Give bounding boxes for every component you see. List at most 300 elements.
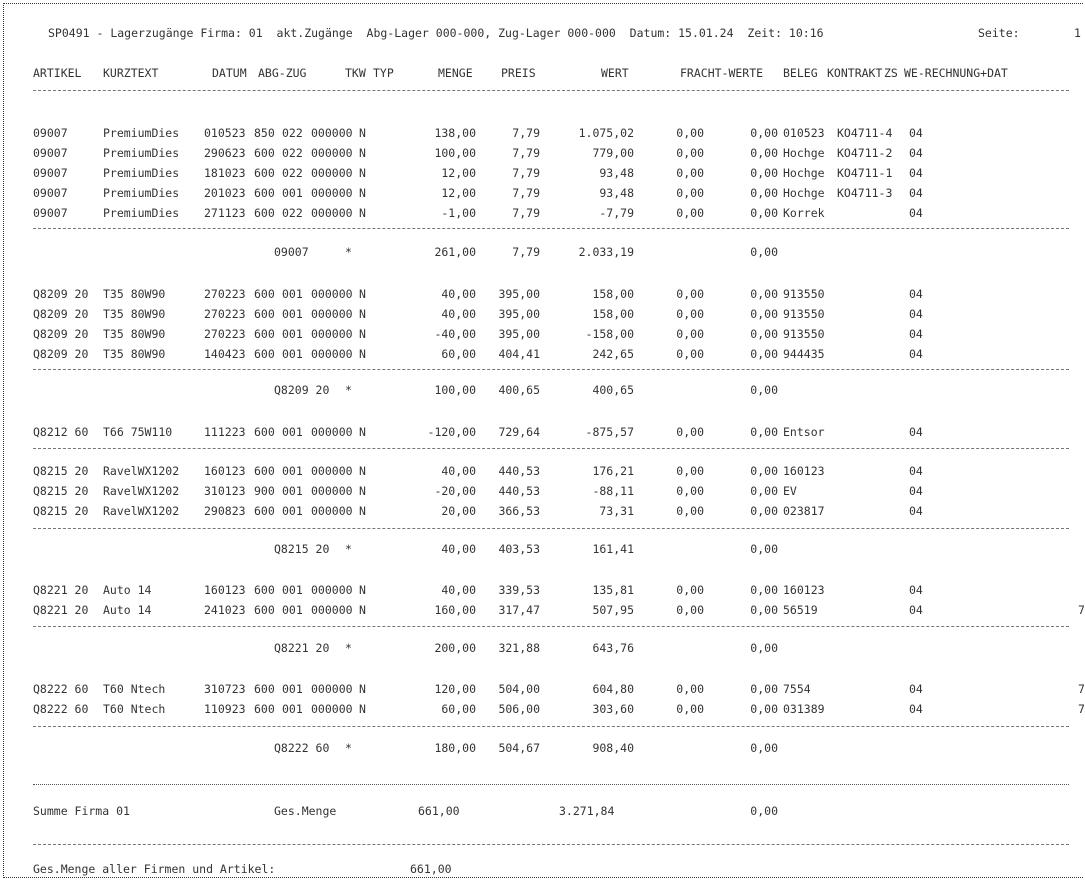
typ-cell: N xyxy=(359,206,366,220)
preis-cell: 317,47 xyxy=(498,603,540,617)
fracht-cell: 0,00 xyxy=(676,425,704,439)
kurztext-cell: RavelWX1202 xyxy=(103,504,180,518)
wert-cell: 507,95 xyxy=(592,603,634,617)
wert-cell: 303,60 xyxy=(592,702,634,716)
summary-divider xyxy=(33,784,1069,785)
menge-cell: 138,00 xyxy=(434,126,476,140)
datum-cell: 010523 xyxy=(204,126,246,140)
col-artikel: ARTIKEL xyxy=(33,66,82,80)
report-date: Datum: 15.01.24 xyxy=(629,26,734,40)
zug-cell: 001 xyxy=(282,583,303,597)
col-zs: ZS xyxy=(884,66,898,80)
col-wert: WERT xyxy=(601,66,629,80)
subtotal-preis: 7,79 xyxy=(512,245,540,259)
subtotal-marker: * xyxy=(345,542,352,556)
beleg-cell: Entsor xyxy=(783,425,825,439)
beleg-cell: 913550 xyxy=(783,307,825,321)
report-time: Zeit: 10:16 xyxy=(747,26,824,40)
fracht-cell: 0,00 xyxy=(676,347,704,361)
menge-cell: 160,00 xyxy=(434,603,476,617)
preis-cell: 339,53 xyxy=(498,583,540,597)
beleg-cell: 160123 xyxy=(783,583,825,597)
artikel-cell: Q8215 20 xyxy=(33,464,89,478)
group-divider xyxy=(33,369,1069,370)
typ-cell: N xyxy=(359,186,366,200)
typ-cell: N xyxy=(359,307,366,321)
fracht-cell: 0,00 xyxy=(676,484,704,498)
preis-cell: 440,53 xyxy=(498,484,540,498)
beleg-cell: 56519 xyxy=(783,603,818,617)
fracht-werte-cell: 0,00 xyxy=(750,702,778,716)
fracht-werte-cell: 0,00 xyxy=(750,583,778,597)
menge-cell: 12,00 xyxy=(441,166,476,180)
tkw-cell: 000000 xyxy=(311,186,353,200)
abg-lager: Abg-Lager 000-000, xyxy=(366,26,492,40)
fracht-cell: 0,00 xyxy=(676,126,704,140)
subtotal-menge: 100,00 xyxy=(434,383,476,397)
summary-fracht: 0,00 xyxy=(750,804,778,818)
fracht-cell: 0,00 xyxy=(676,603,704,617)
datum-cell: 270223 xyxy=(204,327,246,341)
tkw-cell: 000000 xyxy=(311,347,353,361)
subtotal-preis: 403,53 xyxy=(498,542,540,556)
subtotal-wert: 643,76 xyxy=(592,641,634,655)
fracht-werte-cell: 0,00 xyxy=(750,307,778,321)
subtotal-marker: * xyxy=(345,245,352,259)
tkw-cell: 000000 xyxy=(311,464,353,478)
artikel-cell: 09007 xyxy=(33,126,68,140)
zug-cell: 001 xyxy=(282,425,303,439)
summary-menge-label: Ges.Menge xyxy=(274,804,337,818)
kurztext-cell: Auto 14 xyxy=(103,583,152,597)
subtotal-label: Q8221 20 xyxy=(274,641,330,655)
abg-cell: 600 xyxy=(254,603,275,617)
kurztext-cell: PremiumDies xyxy=(103,186,180,200)
subtotal-preis: 504,67 xyxy=(498,741,540,755)
typ-cell: N xyxy=(359,682,366,696)
subtotal-marker: * xyxy=(345,741,352,755)
beleg-cell: 160123 xyxy=(783,464,825,478)
zug-lager: Zug-Lager 000-000 xyxy=(498,26,616,40)
subtotal-marker: * xyxy=(345,383,352,397)
subtotal-label: 09007 xyxy=(274,245,309,259)
typ-cell: N xyxy=(359,425,366,439)
fracht-cell: 0,00 xyxy=(676,504,704,518)
grand-total-value: 661,00 xyxy=(410,862,452,876)
abg-cell: 600 xyxy=(254,583,275,597)
menge-cell: 60,00 xyxy=(441,702,476,716)
group-divider xyxy=(33,626,1069,627)
tkw-cell: 000000 xyxy=(311,287,353,301)
preis-cell: 506,00 xyxy=(498,702,540,716)
menge-cell: 100,00 xyxy=(434,146,476,160)
zs-cell: 04 xyxy=(909,484,923,498)
kontrakt-cell: KO4711-4 xyxy=(837,126,893,140)
abg-cell: 850 xyxy=(254,126,275,140)
beleg-cell: 7554 xyxy=(783,682,811,696)
subtotal-label: Q8222 60 xyxy=(274,741,330,755)
summary-label: Summe Firma 01 xyxy=(33,804,130,818)
artikel-cell: Q8221 20 xyxy=(33,603,89,617)
menge-cell: 40,00 xyxy=(441,287,476,301)
fracht-cell: 0,00 xyxy=(676,464,704,478)
wert-cell: -88,11 xyxy=(592,484,634,498)
report-header: SP0491 - Lagerzugänge Firma: 01 akt.Zugänge Abg-Lager 000-000, Zug-Lager 000-000 Datum: 15.01.24 Zeit: 10:16 xyxy=(48,26,824,40)
col-preis: PREIS xyxy=(501,66,536,80)
group-divider xyxy=(33,448,1069,449)
subtotal-menge: 40,00 xyxy=(441,542,476,556)
zs-cell: 04 xyxy=(909,166,923,180)
tkw-cell: 000000 xyxy=(311,146,353,160)
tkw-cell: 000000 xyxy=(311,425,353,439)
subtotal-preis: 321,88 xyxy=(498,641,540,655)
kurztext-cell: Auto 14 xyxy=(103,603,152,617)
zug-cell: 022 xyxy=(282,126,303,140)
group-divider xyxy=(33,726,1069,727)
subtotal-wert: 2.033,19 xyxy=(578,245,634,259)
datum-cell: 201023 xyxy=(204,186,246,200)
datum-cell: 290823 xyxy=(204,504,246,518)
zug-cell: 001 xyxy=(282,186,303,200)
artikel-cell: Q8209 20 xyxy=(33,287,89,301)
report-sheet xyxy=(3,3,1083,878)
artikel-cell: Q8209 20 xyxy=(33,307,89,321)
zs-cell: 04 xyxy=(909,347,923,361)
tkw-cell: 000000 xyxy=(311,682,353,696)
subtotal-fracht: 0,00 xyxy=(750,245,778,259)
typ-cell: N xyxy=(359,126,366,140)
fracht-werte-cell: 0,00 xyxy=(750,206,778,220)
we-rechnung-cell: 7 xyxy=(1078,682,1085,696)
report-mode: akt.Zugänge xyxy=(276,26,353,40)
zug-cell: 022 xyxy=(282,146,303,160)
datum-cell: 310723 xyxy=(204,682,246,696)
menge-cell: 12,00 xyxy=(441,186,476,200)
datum-cell: 111223 xyxy=(204,425,246,439)
datum-cell: 270223 xyxy=(204,287,246,301)
abg-cell: 600 xyxy=(254,287,275,301)
wert-cell: 93,48 xyxy=(599,166,634,180)
kurztext-cell: T35 80W90 xyxy=(103,287,166,301)
typ-cell: N xyxy=(359,484,366,498)
artikel-cell: 09007 xyxy=(33,166,68,180)
menge-cell: 120,00 xyxy=(434,682,476,696)
kurztext-cell: T35 80W90 xyxy=(103,327,166,341)
menge-cell: -120,00 xyxy=(427,425,476,439)
preis-cell: 404,41 xyxy=(498,347,540,361)
artikel-cell: Q8221 20 xyxy=(33,583,89,597)
zs-cell: 04 xyxy=(909,307,923,321)
fracht-cell: 0,00 xyxy=(676,702,704,716)
subtotal-wert: 400,65 xyxy=(592,383,634,397)
fracht-cell: 0,00 xyxy=(676,166,704,180)
subtotal-menge: 180,00 xyxy=(434,741,476,755)
beleg-cell: 944435 xyxy=(783,347,825,361)
zs-cell: 04 xyxy=(909,327,923,341)
col-datum: DATUM xyxy=(212,66,247,80)
zs-cell: 04 xyxy=(909,682,923,696)
menge-cell: 60,00 xyxy=(441,347,476,361)
fracht-werte-cell: 0,00 xyxy=(750,146,778,160)
subtotal-fracht: 0,00 xyxy=(750,542,778,556)
abg-cell: 900 xyxy=(254,484,275,498)
fracht-werte-cell: 0,00 xyxy=(750,504,778,518)
kurztext-cell: PremiumDies xyxy=(103,146,180,160)
fracht-cell: 0,00 xyxy=(676,307,704,321)
preis-cell: 7,79 xyxy=(512,126,540,140)
kurztext-cell: PremiumDies xyxy=(103,206,180,220)
typ-cell: N xyxy=(359,327,366,341)
preis-cell: 440,53 xyxy=(498,464,540,478)
menge-cell: 20,00 xyxy=(441,504,476,518)
wert-cell: 1.075,02 xyxy=(578,126,634,140)
tkw-cell: 000000 xyxy=(311,206,353,220)
wert-cell: 135,81 xyxy=(592,583,634,597)
subtotal-menge: 200,00 xyxy=(434,641,476,655)
preis-cell: 395,00 xyxy=(498,287,540,301)
datum-cell: 160123 xyxy=(204,583,246,597)
artikel-cell: Q8209 20 xyxy=(33,347,89,361)
datum-cell: 160123 xyxy=(204,464,246,478)
summary-wert: 3.271,84 xyxy=(559,804,615,818)
typ-cell: N xyxy=(359,287,366,301)
subtotal-wert: 908,40 xyxy=(592,741,634,755)
kurztext-cell: T35 80W90 xyxy=(103,347,166,361)
col-kurztext: KURZTEXT xyxy=(103,66,159,80)
we-rechnung-cell: 7 xyxy=(1078,702,1085,716)
fracht-werte-cell: 0,00 xyxy=(750,603,778,617)
beleg-cell: 023817 xyxy=(783,504,825,518)
tkw-cell: 000000 xyxy=(311,166,353,180)
kurztext-cell: RavelWX1202 xyxy=(103,484,180,498)
report-title: Lagerzugänge Firma: 01 xyxy=(110,26,263,40)
datum-cell: 271123 xyxy=(204,206,246,220)
summary-menge: 661,00 xyxy=(418,804,460,818)
col-beleg: BELEG xyxy=(783,66,818,80)
preis-cell: 7,79 xyxy=(512,146,540,160)
beleg-cell: 913550 xyxy=(783,287,825,301)
wert-cell: 604,80 xyxy=(592,682,634,696)
preis-cell: 366,53 xyxy=(498,504,540,518)
preis-cell: 7,79 xyxy=(512,186,540,200)
menge-cell: 40,00 xyxy=(441,583,476,597)
abg-cell: 600 xyxy=(254,464,275,478)
datum-cell: 181023 xyxy=(204,166,246,180)
zs-cell: 04 xyxy=(909,186,923,200)
wert-cell: 242,65 xyxy=(592,347,634,361)
fracht-werte-cell: 0,00 xyxy=(750,287,778,301)
typ-cell: N xyxy=(359,504,366,518)
beleg-cell: Korrek xyxy=(783,206,825,220)
preis-cell: 395,00 xyxy=(498,327,540,341)
col-menge: MENGE xyxy=(438,66,473,80)
col-we-rechnung: WE-RECHNUNG+DAT xyxy=(904,66,1008,80)
wert-cell: -875,57 xyxy=(585,425,634,439)
wert-cell: 73,31 xyxy=(599,504,634,518)
zug-cell: 001 xyxy=(282,504,303,518)
abg-cell: 600 xyxy=(254,206,275,220)
zs-cell: 04 xyxy=(909,425,923,439)
fracht-werte-cell: 0,00 xyxy=(750,126,778,140)
typ-cell: N xyxy=(359,146,366,160)
artikel-cell: 09007 xyxy=(33,206,68,220)
typ-cell: N xyxy=(359,583,366,597)
kontrakt-cell: KO4711-2 xyxy=(837,146,893,160)
zug-cell: 001 xyxy=(282,682,303,696)
col-typ: TYP xyxy=(373,66,394,80)
datum-cell: 270223 xyxy=(204,307,246,321)
kurztext-cell: T35 80W90 xyxy=(103,307,166,321)
kurztext-cell: T66 75W110 xyxy=(103,425,173,439)
wert-cell: 158,00 xyxy=(592,287,634,301)
kurztext-cell: RavelWX1202 xyxy=(103,464,180,478)
abg-cell: 600 xyxy=(254,166,275,180)
fracht-cell: 0,00 xyxy=(676,287,704,301)
subtotal-fracht: 0,00 xyxy=(750,741,778,755)
abg-cell: 600 xyxy=(254,702,275,716)
artikel-cell: Q8209 20 xyxy=(33,327,89,341)
page-label: Seite: xyxy=(978,26,1020,40)
we-rechnung-cell: 7 xyxy=(1078,603,1085,617)
wert-cell: 176,21 xyxy=(592,464,634,478)
fracht-cell: 0,00 xyxy=(676,583,704,597)
typ-cell: N xyxy=(359,166,366,180)
abg-cell: 600 xyxy=(254,327,275,341)
beleg-cell: 010523 xyxy=(783,126,825,140)
abg-cell: 600 xyxy=(254,146,275,160)
kurztext-cell: T60 Ntech xyxy=(103,702,166,716)
col-kontrakt: KONTRAKT xyxy=(827,66,883,80)
fracht-werte-cell: 0,00 xyxy=(750,327,778,341)
zug-cell: 001 xyxy=(282,464,303,478)
zs-cell: 04 xyxy=(909,287,923,301)
typ-cell: N xyxy=(359,464,366,478)
subtotal-label: Q8209 20 xyxy=(274,383,330,397)
zs-cell: 04 xyxy=(909,603,923,617)
artikel-cell: Q8215 20 xyxy=(33,504,89,518)
abg-cell: 600 xyxy=(254,307,275,321)
zug-cell: 022 xyxy=(282,166,303,180)
beleg-cell: 031389 xyxy=(783,702,825,716)
wert-cell: 779,00 xyxy=(592,146,634,160)
zug-cell: 001 xyxy=(282,484,303,498)
abg-cell: 600 xyxy=(254,347,275,361)
tkw-cell: 000000 xyxy=(311,327,353,341)
subtotal-label: Q8215 20 xyxy=(274,542,330,556)
header-divider xyxy=(33,90,1069,91)
zug-cell: 001 xyxy=(282,702,303,716)
beleg-cell: 913550 xyxy=(783,327,825,341)
page-number: 1 xyxy=(1074,26,1081,40)
zug-cell: 022 xyxy=(282,206,303,220)
fracht-cell: 0,00 xyxy=(676,682,704,696)
artikel-cell: 09007 xyxy=(33,146,68,160)
subtotal-preis: 400,65 xyxy=(498,383,540,397)
preis-cell: 7,79 xyxy=(512,166,540,180)
fracht-cell: 0,00 xyxy=(676,186,704,200)
zs-cell: 04 xyxy=(909,464,923,478)
fracht-werte-cell: 0,00 xyxy=(750,166,778,180)
abg-cell: 600 xyxy=(254,425,275,439)
fracht-cell: 0,00 xyxy=(676,206,704,220)
wert-cell: -7,79 xyxy=(599,206,634,220)
preis-cell: 395,00 xyxy=(498,307,540,321)
beleg-cell: Hochge xyxy=(783,186,825,200)
fracht-cell: 0,00 xyxy=(676,327,704,341)
artikel-cell: Q8212 60 xyxy=(33,425,89,439)
kurztext-cell: PremiumDies xyxy=(103,126,180,140)
artikel-cell: Q8222 60 xyxy=(33,702,89,716)
col-abg-zug: ABG-ZUG xyxy=(258,66,307,80)
preis-cell: 729,64 xyxy=(498,425,540,439)
tkw-cell: 000000 xyxy=(311,603,353,617)
zs-cell: 04 xyxy=(909,583,923,597)
fracht-cell: 0,00 xyxy=(676,146,704,160)
fracht-werte-cell: 0,00 xyxy=(750,347,778,361)
fracht-werte-cell: 0,00 xyxy=(750,484,778,498)
kontrakt-cell: KO4711-3 xyxy=(837,186,893,200)
datum-cell: 241023 xyxy=(204,603,246,617)
datum-cell: 110923 xyxy=(204,702,246,716)
kurztext-cell: T60 Ntech xyxy=(103,682,166,696)
kurztext-cell: PremiumDies xyxy=(103,166,180,180)
zs-cell: 04 xyxy=(909,146,923,160)
menge-cell: -1,00 xyxy=(441,206,476,220)
datum-cell: 290623 xyxy=(204,146,246,160)
zug-cell: 001 xyxy=(282,307,303,321)
zs-cell: 04 xyxy=(909,126,923,140)
typ-cell: N xyxy=(359,702,366,716)
typ-cell: N xyxy=(359,603,366,617)
menge-cell: 40,00 xyxy=(441,307,476,321)
abg-cell: 600 xyxy=(254,504,275,518)
grand-total-label: Ges.Menge aller Firmen und Artikel: xyxy=(33,862,276,876)
col-fracht-werte: FRACHT-WERTE xyxy=(680,66,764,80)
group-divider xyxy=(33,228,1069,229)
fracht-werte-cell: 0,00 xyxy=(750,425,778,439)
zug-cell: 001 xyxy=(282,603,303,617)
kontrakt-cell: KO4711-1 xyxy=(837,166,893,180)
group-divider xyxy=(33,844,1069,845)
subtotal-fracht: 0,00 xyxy=(750,383,778,397)
fracht-werte-cell: 0,00 xyxy=(750,464,778,478)
typ-cell: N xyxy=(359,347,366,361)
fracht-werte-cell: 0,00 xyxy=(750,186,778,200)
beleg-cell: EV xyxy=(783,484,797,498)
zs-cell: 04 xyxy=(909,206,923,220)
zs-cell: 04 xyxy=(909,702,923,716)
wert-cell: 93,48 xyxy=(599,186,634,200)
artikel-cell: Q8215 20 xyxy=(33,484,89,498)
col-tkw: TKW xyxy=(345,66,366,80)
subtotal-wert: 161,41 xyxy=(592,542,634,556)
tkw-cell: 000000 xyxy=(311,504,353,518)
group-divider xyxy=(33,528,1069,529)
preis-cell: 7,79 xyxy=(512,206,540,220)
subtotal-fracht: 0,00 xyxy=(750,641,778,655)
subtotal-menge: 261,00 xyxy=(434,245,476,259)
tkw-cell: 000000 xyxy=(311,583,353,597)
artikel-cell: 09007 xyxy=(33,186,68,200)
artikel-cell: Q8222 60 xyxy=(33,682,89,696)
preis-cell: 504,00 xyxy=(498,682,540,696)
abg-cell: 600 xyxy=(254,186,275,200)
datum-cell: 310123 xyxy=(204,484,246,498)
datum-cell: 140423 xyxy=(204,347,246,361)
menge-cell: 40,00 xyxy=(441,464,476,478)
menge-cell: -20,00 xyxy=(434,484,476,498)
fracht-werte-cell: 0,00 xyxy=(750,682,778,696)
